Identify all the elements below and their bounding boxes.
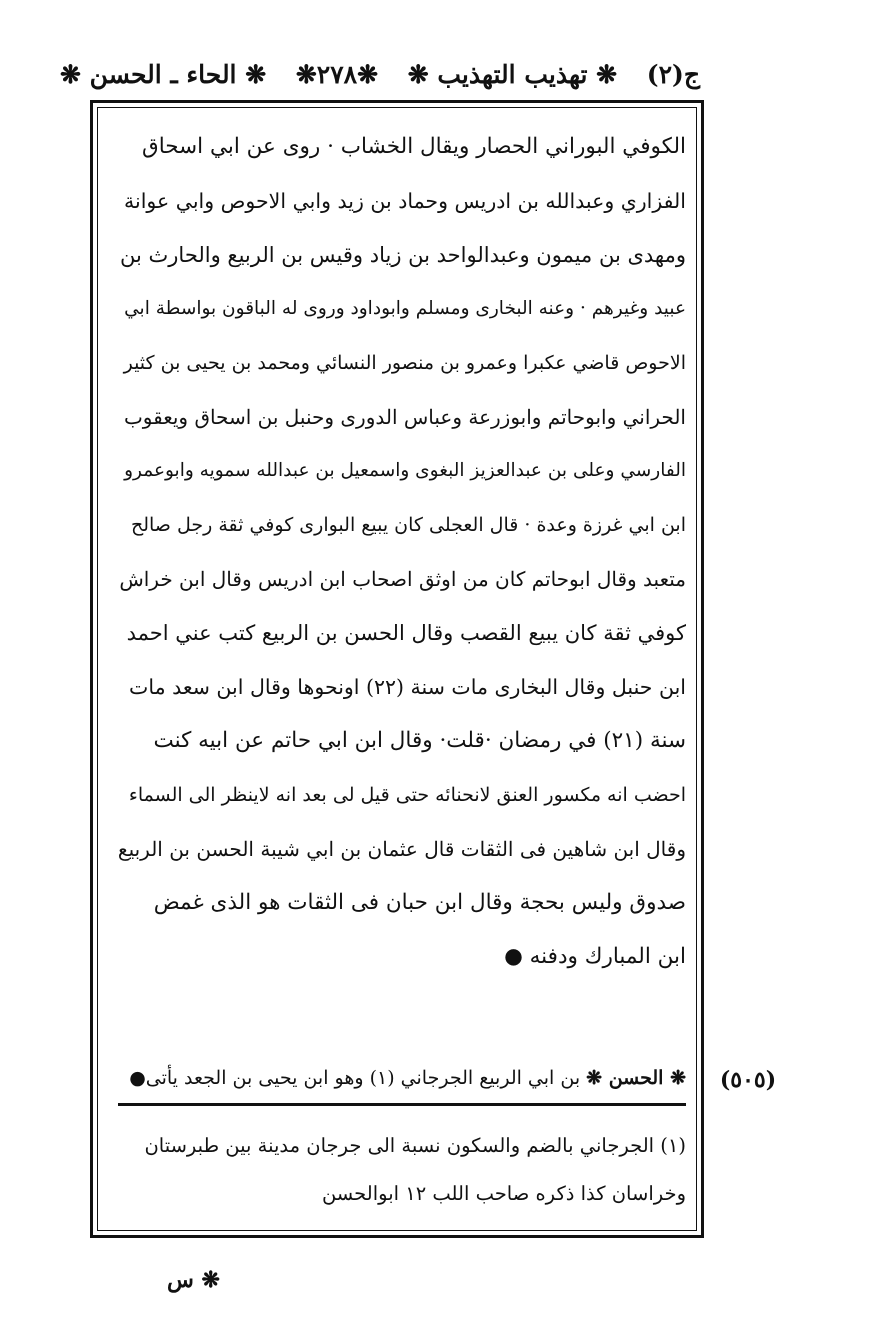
text-line: متعبد وقال ابوحاتم كان من اوثق اصحاب ابن ادريس وقال ابن خراش (119, 567, 686, 591)
text-line: احضب انه مكسور العنق لانحنائه حتى قيل لى بعد انه لاينظر الى السماء (128, 784, 686, 806)
footnote-line: وخراسان كذا ذكره صاحب اللب ١٢ ابوالحسن (321, 1182, 686, 1205)
entry-text: بن ابي الربيع الجرجاني (١) وهو ابن يحيى بن الجعد يأتى● (129, 1067, 581, 1089)
entry-name: ❋ الحسن ❋ (586, 1067, 686, 1089)
page-number: ❋٢٧٨❋ (295, 59, 379, 89)
text-line: ابن ابي غرزة وعدة · قال العجلى كان يبيع البوارى كوفي ثقة رجل صالح (130, 514, 686, 536)
text-line: ابن المبارك ودفنه ● (504, 944, 686, 969)
book-title: ❋ تهذيب التهذيب ❋ (407, 59, 618, 89)
entry-heading (118, 1058, 686, 1098)
text-line: الفارسي وعلى بن عبدالعزيز البغوى واسمعيل بن عبدالله سمويه وابوعمرو (124, 460, 686, 481)
entry-number: (٥٠٥) (719, 1067, 777, 1093)
text-line: ومهدى بن ميمون وعبدالواحد بن زياد وقيس بن الربيع والحارث بن (120, 243, 686, 267)
catchword: ❋ س (167, 1267, 220, 1293)
text-line: الكوفي البوراني الحصار ويقال الخشاب · روى عن ابي اسحاق (142, 134, 686, 159)
footnote-line: (١) الجرجاني بالضم والسكون نسبة الى جرجان مدينة بين طبرستان (144, 1134, 686, 1157)
section-label: ❋ الحاء ـ الحسن ❋ (60, 59, 267, 89)
footnote-divider (118, 1103, 686, 1106)
text-line: الاحوص قاضي عكبرا وعمرو بن منصور النسائي ومحمد بن يحيى بن كثير (123, 352, 686, 374)
text-line: عبيد وغيرهم · وعنه البخارى ومسلم وابوداود وروى له الباقون بواسطة ابي (124, 298, 686, 319)
text-line: كوفي ثقة كان يبيع القصب وقال الحسن بن الربيع كتب عني احمد (126, 621, 686, 645)
main-text (118, 120, 686, 984)
text-line: صدوق وليس بحجة وقال ابن حبان فى الثقات هو الذى غمض (153, 890, 686, 915)
text-line: الفزاري وعبدالله بن ادريس وحماد بن زيد وابي الاحوص وابي عوانة (124, 189, 686, 213)
text-line: ابن حنبل وقال البخارى مات سنة (٢٢) اونحوها وقال ابن سعد مات (129, 675, 686, 699)
volume-label: ج(٢) (646, 59, 700, 89)
text-line: سنة (٢١) في رمضان ·قلت· وقال ابن ابي حاتم عن ابيه كنت (153, 728, 686, 753)
text-line: الحراني وابوحاتم وابوزرعة وعباس الدورى وحنبل بن اسحاق ويعقوب (123, 405, 686, 429)
text-line: وقال ابن شاهين فى الثقات قال عثمان بن ابي شيبة الحسن بن الربيع (118, 837, 686, 861)
footnotes (118, 1122, 686, 1218)
running-header (60, 50, 700, 98)
